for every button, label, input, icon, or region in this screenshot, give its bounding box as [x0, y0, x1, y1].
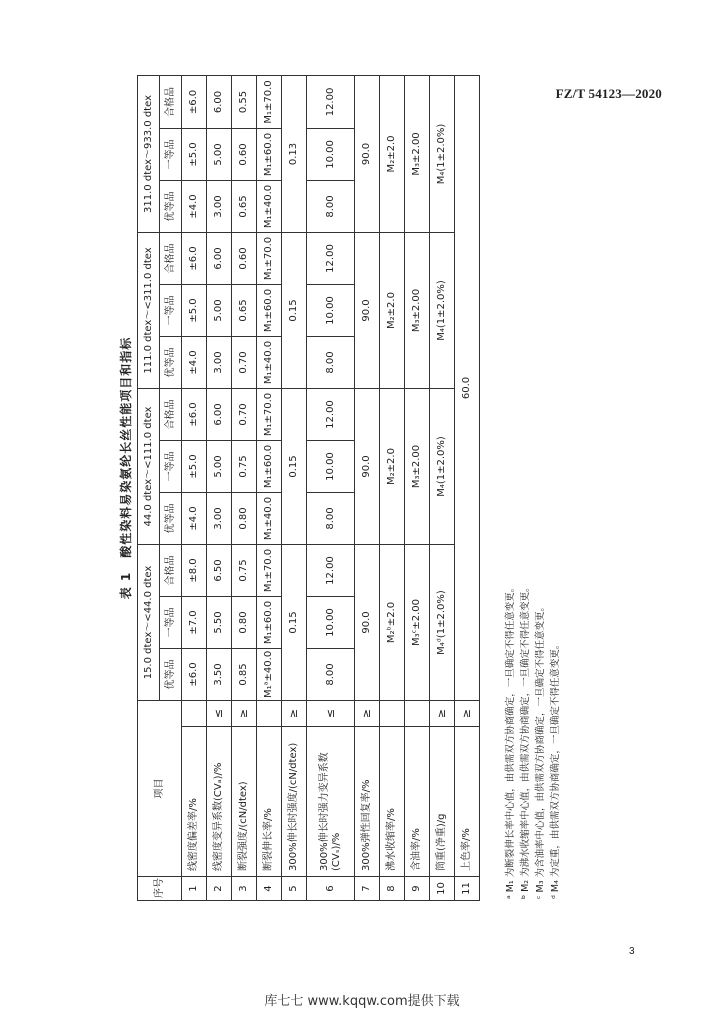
value-cell-merged: M₃ᶜ±2.00 [405, 545, 430, 701]
rotated-table-region [113, 23, 609, 913]
value-cell: ±5.0 [182, 285, 207, 337]
value-cell-merged: M₂±2.0 [380, 389, 405, 545]
row-item-label: 断裂强度/(cN/dtex) [232, 727, 257, 877]
row-number: 7 [355, 877, 380, 901]
value-cell: 0.65 [232, 285, 257, 337]
header-range: 15.0 dtex～<44.0 dtex [138, 545, 160, 701]
value-cell-merged: 0.13 [282, 75, 307, 232]
row-comparator [182, 701, 207, 727]
value-cell: 12.00 [307, 75, 355, 128]
header-range: 111.0 dtex～<311.0 dtex [138, 232, 160, 388]
header-range: 44.0 dtex～<111.0 dtex [138, 389, 160, 545]
value-cell-merged: 0.15 [282, 232, 307, 388]
value-cell: M₁±60.0 [257, 285, 282, 337]
row-item-label: 断裂伸长率/% [257, 727, 282, 877]
value-cell-merged: 90.0 [355, 75, 380, 232]
value-cell: M₁±40.0 [257, 337, 282, 389]
row-item-label: 筒重(净重)/g [430, 727, 455, 877]
value-cell: 12.00 [307, 545, 355, 597]
value-cell: 5.00 [207, 285, 232, 337]
header-grade: 优等品 [160, 337, 182, 389]
value-cell: ±6.0 [182, 75, 207, 128]
value-cell: 0.60 [232, 232, 257, 284]
row-comparator: ≥ [455, 701, 480, 727]
value-cell: 0.80 [232, 597, 257, 649]
value-cell: 10.00 [307, 128, 355, 180]
row-number: 10 [430, 877, 455, 901]
table-row [257, 75, 282, 900]
row-number: 2 [207, 877, 232, 901]
table-row [182, 75, 207, 900]
value-cell: 0.75 [232, 545, 257, 597]
value-cell: M₁±70.0 [257, 389, 282, 441]
header-grade: 合格品 [160, 545, 182, 597]
value-cell: 0.65 [232, 180, 257, 232]
value-cell: 5.50 [207, 597, 232, 649]
value-cell-merged: 0.15 [282, 545, 307, 701]
header-grade: 优等品 [160, 649, 182, 701]
value-cell: 12.00 [307, 389, 355, 441]
standard-number: FZ/T 54123—2020 [555, 86, 662, 101]
value-cell: ±6.0 [182, 649, 207, 701]
table-row [307, 75, 355, 900]
value-cell: 0.60 [232, 128, 257, 180]
value-cell-merged: 90.0 [355, 232, 380, 388]
value-cell: ±5.0 [182, 441, 207, 493]
row-comparator: ≤ [307, 701, 355, 727]
row-number: 9 [405, 877, 430, 901]
row-item-label: 300%伸长时强力变异系数(CVₛ)/% [307, 727, 355, 877]
value-cell-merged: 90.0 [355, 389, 380, 545]
header-grade: 优等品 [160, 493, 182, 545]
value-cell: M₁±70.0 [257, 232, 282, 284]
value-cell-merged: M₂ᵇ±2.0 [380, 545, 405, 701]
value-cell: M₁±60.0 [257, 441, 282, 493]
value-cell: M₁±60.0 [257, 128, 282, 180]
value-cell: 0.85 [232, 649, 257, 701]
value-cell: M₁±70.0 [257, 75, 282, 128]
value-cell: ±4.0 [182, 493, 207, 545]
value-cell: M₁±60.0 [257, 597, 282, 649]
row-number: 8 [380, 877, 405, 901]
row-item-label: 沸水收缩率/% [380, 727, 405, 877]
value-cell: 0.70 [232, 389, 257, 441]
header-grade: 优等品 [160, 180, 182, 232]
table-canvas [113, 23, 609, 913]
value-cell: ±6.0 [182, 389, 207, 441]
row-number: 11 [455, 877, 480, 901]
row-comparator [405, 701, 430, 727]
value-cell: 0.75 [232, 441, 257, 493]
row-item-label: 线密度变异系数(CVₐ)/% [207, 727, 232, 877]
footnote: ᶜ M₃ 为含油率中心值，由供需双方协商确定，一旦确定不得任意变更。 [535, 601, 546, 899]
value-cell: 10.00 [307, 441, 355, 493]
table-row [405, 75, 430, 900]
value-cell: 3.00 [207, 493, 232, 545]
value-cell: 8.00 [307, 337, 355, 389]
value-cell: 3.50 [207, 649, 232, 701]
footnote: ᵃ M₁ 为断裂伸长率中心值，由供需双方协商确定，一旦确定不得任意变更。 [505, 582, 516, 899]
value-cell: 8.00 [307, 493, 355, 545]
value-cell: 3.00 [207, 337, 232, 389]
value-cell: 5.00 [207, 441, 232, 493]
value-cell-merged: M₄(1±2.0%) [430, 389, 455, 545]
value-cell: 8.00 [307, 180, 355, 232]
header-seq: 序号 [138, 877, 182, 901]
header-grade: 合格品 [160, 389, 182, 441]
row-comparator: ≥ [282, 701, 307, 727]
property-table [137, 75, 480, 901]
value-cell-all: 60.0 [455, 75, 480, 700]
value-cell: ±4.0 [182, 180, 207, 232]
row-number: 3 [232, 877, 257, 901]
row-comparator [380, 701, 405, 727]
value-cell-merged: M₃±2.00 [405, 232, 430, 388]
header-grade: 一等品 [160, 441, 182, 493]
value-cell: 10.00 [307, 597, 355, 649]
header-range: 311.0 dtex～933.0 dtex [138, 75, 160, 232]
value-cell-merged: 90.0 [355, 545, 380, 701]
value-cell: 0.80 [232, 493, 257, 545]
value-cell-merged: 0.15 [282, 389, 307, 545]
value-cell-merged: M₄(1±2.0%) [430, 232, 455, 388]
value-cell: 6.50 [207, 545, 232, 597]
table-row [282, 75, 307, 900]
header-grade: 一等品 [160, 597, 182, 649]
value-cell: 6.00 [207, 232, 232, 284]
value-cell: 6.00 [207, 75, 232, 128]
page-number: 3 [629, 946, 635, 957]
row-comparator: ≤ [207, 701, 232, 727]
footnote: ᵇ M₂ 为沸水收缩率中心值，由供需双方协商确定，一旦确定不得任意变更。 [520, 582, 531, 899]
value-cell-merged: M₃±2.00 [405, 75, 430, 232]
table-row [232, 75, 257, 900]
value-cell: 5.00 [207, 128, 232, 180]
value-cell-merged: M₂±2.0 [380, 75, 405, 232]
row-item-label: 300%弹性回复率/% [355, 727, 380, 877]
row-number: 5 [282, 877, 307, 901]
header-grade: 合格品 [160, 232, 182, 284]
footnote: ᵈ M₄ 为定重，由供需双方协商确定，一旦确定不得任意变更。 [550, 639, 561, 899]
table-notes [503, 582, 563, 899]
value-cell: 12.00 [307, 232, 355, 284]
value-cell: ±8.0 [182, 545, 207, 597]
row-number: 1 [182, 877, 207, 901]
row-comparator [257, 701, 282, 727]
header-item: 项目 [138, 701, 182, 877]
table-row [207, 75, 232, 900]
value-cell: M₁ᵃ±40.0 [257, 649, 282, 701]
header-grade: 一等品 [160, 285, 182, 337]
table-number: 表 1 [119, 571, 133, 600]
value-cell: 10.00 [307, 285, 355, 337]
value-cell: M₁±70.0 [257, 545, 282, 597]
table-title: 酸性染料易染氨纶长丝性能项目和指标 [119, 336, 133, 558]
row-number: 4 [257, 877, 282, 901]
value-cell: ±4.0 [182, 337, 207, 389]
header-grade: 合格品 [160, 75, 182, 128]
table-caption [117, 23, 134, 913]
value-cell: ±6.0 [182, 232, 207, 284]
value-cell: M₁±40.0 [257, 493, 282, 545]
table-row [380, 75, 405, 900]
row-item-label: 线密度偏差率/% [182, 727, 207, 877]
value-cell-merged: M₄ᵈ(1±2.0%) [430, 545, 455, 701]
value-cell: M₁±40.0 [257, 180, 282, 232]
value-cell: 6.00 [207, 389, 232, 441]
header-grade: 一等品 [160, 128, 182, 180]
row-comparator: ≥ [232, 701, 257, 727]
value-cell-merged: M₂±2.0 [380, 232, 405, 388]
value-cell: ±7.0 [182, 597, 207, 649]
value-cell: ±5.0 [182, 128, 207, 180]
value-cell-merged: M₄(1±2.0%) [430, 75, 455, 232]
value-cell: 3.00 [207, 180, 232, 232]
row-item-label: 300%伸长时强度/(cN/dtex) [282, 727, 307, 877]
row-comparator: ≥ [355, 701, 380, 727]
row-item-label: 含油率/% [405, 727, 430, 877]
row-number: 6 [307, 877, 355, 901]
footer-watermark: 库七七 www.kqqw.com提供下载 [264, 994, 460, 1009]
value-cell: 0.55 [232, 75, 257, 128]
table-row [355, 75, 380, 900]
value-cell-merged: M₃±2.00 [405, 389, 430, 545]
value-cell: 0.70 [232, 337, 257, 389]
table-row [455, 75, 480, 900]
row-item-label: 上色率/% [455, 727, 480, 877]
row-comparator: ≥ [430, 701, 455, 727]
value-cell: 8.00 [307, 649, 355, 701]
table-row [430, 75, 455, 900]
